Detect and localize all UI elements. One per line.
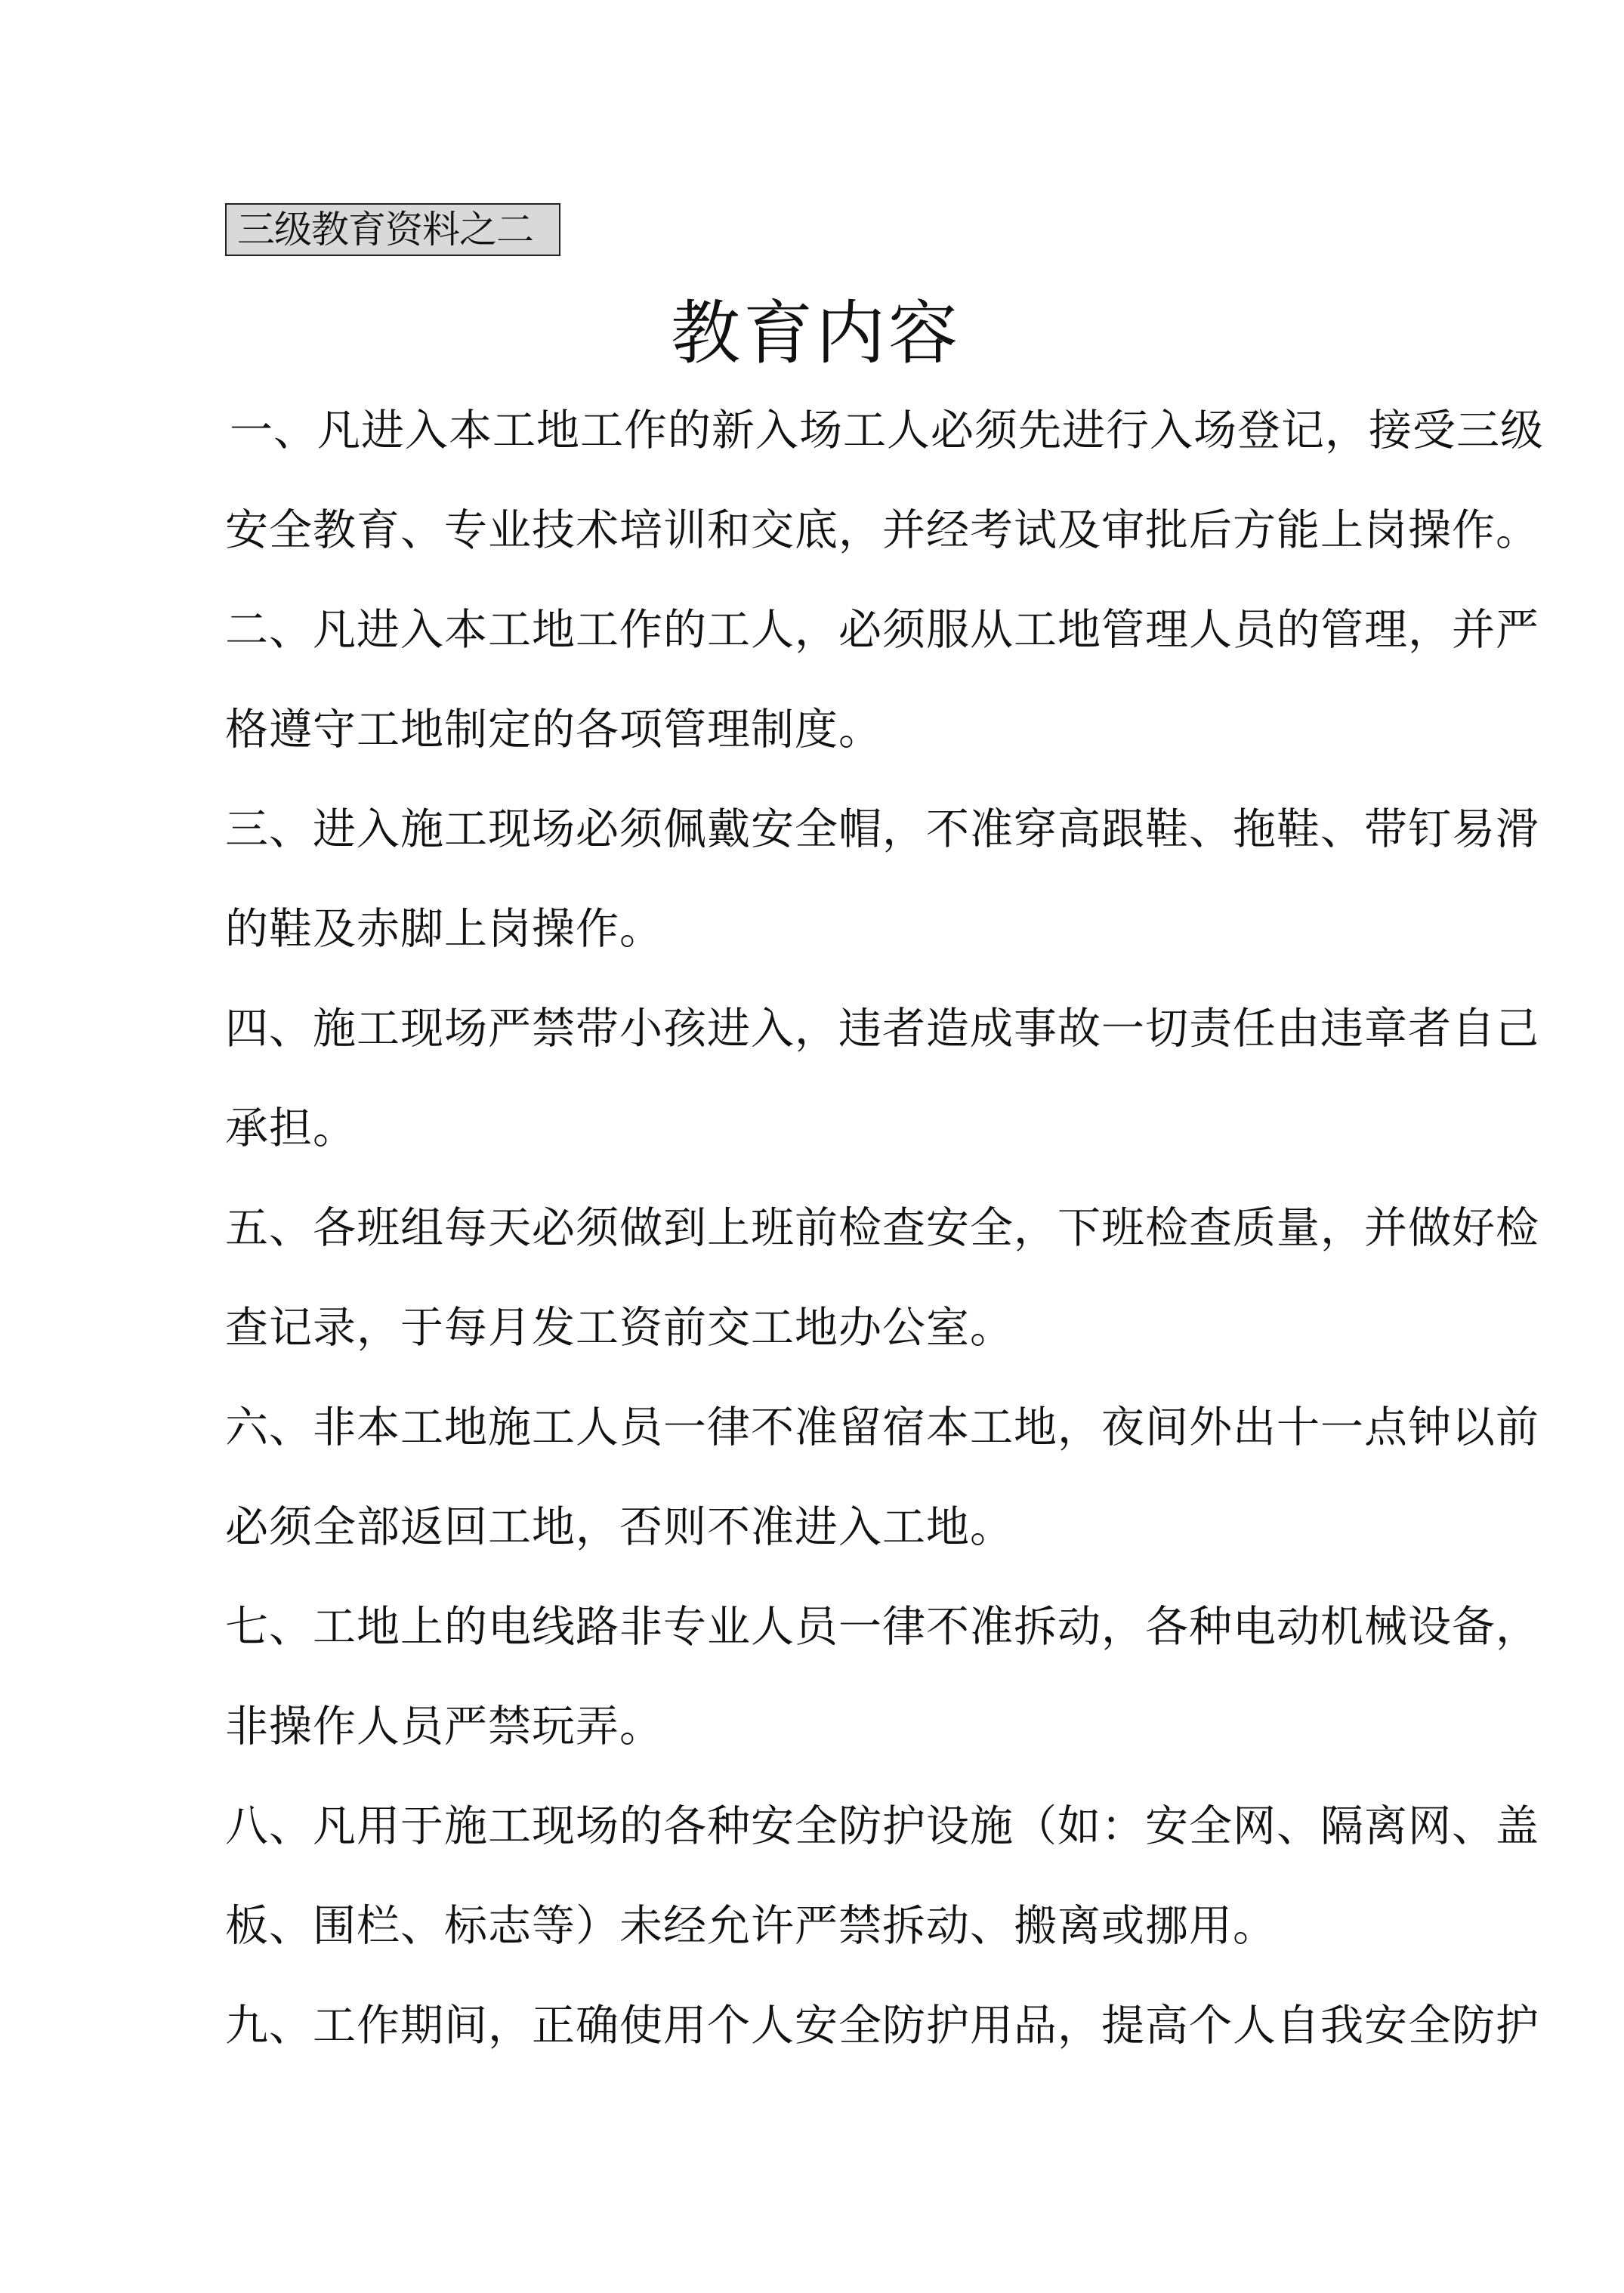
text-line: 五、各班组每天必须做到上班前检查安全，下班检查质量，并做好检: [225, 1203, 1539, 1253]
body-text: [225, 400, 1544, 2095]
text-line: 九、工作期间，正确使用个人安全防护用品，提高个人自我安全防护: [225, 2001, 1539, 2051]
text-line: 六、非本工地施工人员一律不准留宿本工地，夜间外出十一点钟以前: [225, 1403, 1539, 1452]
text-line: 查记录，于每月发工资前交工地办公室。: [225, 1303, 1014, 1353]
document-label-box: 三级教育资料之二: [225, 203, 560, 256]
text-line: 八、凡用于施工现场的各种安全防护设施（如：安全网、隔离网、盖: [225, 1801, 1539, 1851]
text-line: 安全教育、专业技术培训和交底，并经考试及审批后方能上岗操作。: [225, 505, 1539, 555]
text-line: 格遵守工地制定的各项管理制度。: [225, 705, 882, 755]
text-line: 四、施工现场严禁带小孩进入，违者造成事故一切责任由违章者自己: [225, 1004, 1539, 1054]
text-line: 必须全部返回工地，否则不准进入工地。: [225, 1502, 1014, 1552]
page-title: 教育内容: [670, 293, 961, 374]
text-line: 二、凡进入本工地工作的工人，必须服从工地管理人员的管理，并严: [225, 605, 1539, 655]
text-line: 七、工地上的电线路非专业人员一律不准拆动，各种电动机械设备，: [225, 1602, 1539, 1652]
text-line: 非操作人员严禁玩弄。: [225, 1702, 663, 1751]
text-line: 的鞋及赤脚上岗操作。: [225, 904, 663, 954]
text-line: 三、进入施工现场必须佩戴安全帽，不准穿高跟鞋、拖鞋、带钉易滑: [225, 804, 1539, 854]
text-line: 承担。: [225, 1103, 357, 1153]
text-line: 板、围栏、标志等）未经允许严禁拆动、搬离或挪用。: [225, 1901, 1277, 1951]
text-line: 一、凡进入本工地工作的新入场工人必须先进行入场登记，接受三级: [230, 406, 1544, 455]
